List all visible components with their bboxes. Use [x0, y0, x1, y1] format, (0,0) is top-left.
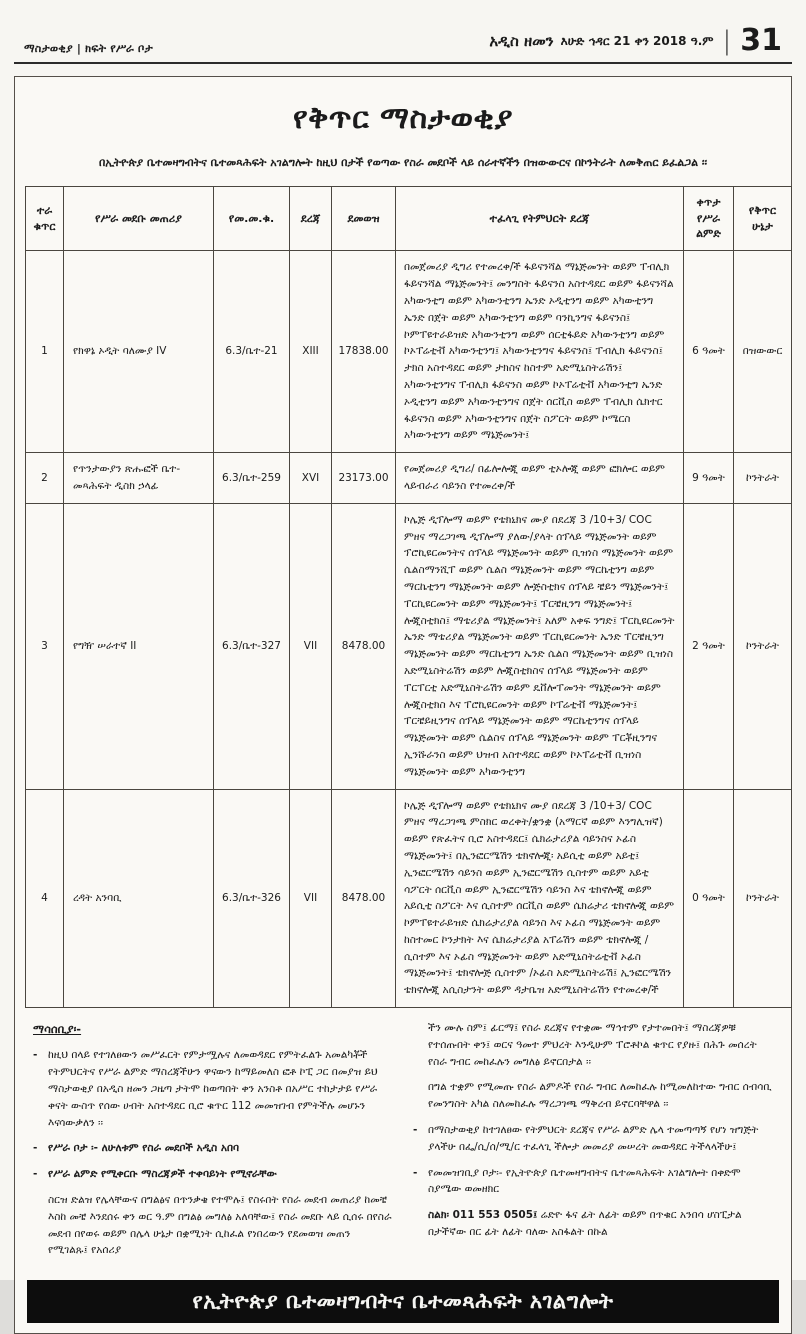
note-item: [413, 1122, 773, 1156]
code-cell: 6.3/ቤተ-259: [214, 453, 290, 504]
table-header-row: [26, 186, 792, 251]
dash-marker: -: [33, 1168, 38, 1181]
note-item: [33, 1192, 393, 1259]
note-text: የመመዝገቢያ ቦታ፡- የኢትዮጵያ ቤተመዛግብትና ቤተመጻሕፍት አገልግሎት በቀድሞ ስያሜው ወመዘክር: [428, 1166, 741, 1196]
serial-cell: 1: [26, 251, 64, 453]
grade-cell: XIII: [290, 251, 332, 453]
vacancy-table: [25, 186, 792, 1008]
salary-cell: 17838.00: [332, 251, 396, 453]
masthead-separator: |: [722, 26, 732, 56]
dash-marker: -: [413, 1124, 418, 1137]
requirements-cell: በመጀመሪያ ዲግሪ የተመረቀ/ች ፋይናንሻል ማኔጅመንት ወይም ፐብሊክ ፋይናንሻል ማኔጅመንት፤ መንግስት ፋይናንስ አስተዳደር ወይም ፋይናንሻል አካውንቲግ ወይም አካውንቲንግ ኤንድ ኦዲቲንግ ወይም አካውቲንግ ኤንድ በጀት ወይም አካውንቲንግ ወይም ባንኪንግና ፋይናንስ፤ ኮምፐዩተራይዝድ አካውንቲንግ ወይም ሰርቲፋይድ አካውንቲንግ ወይም ኮኦፐሬቲቭ አካውንቲንግ፤ አካውንቲንግና ፋይናንስ፤ ፐብሊክ ፋይናንስ፤ ታክስ አስተዳደር ወይም ታክስና ከስተም አድሚኒስትሬሽን፤ አካውንቲንግና ፐብሊክ ፋይናንስ ወይም ኮኦፐሬቲቭ አካውንቲግ ኤንድ ኦዲቲንግ ወይም አካውንቲንግና በጀት ሰርቪስ ወይም ፐብሊክ ሴክተር ፋይናንስ ወይም አካውንቲንግና በጀት ስፖርት ወይም ኮሜርስ አካውንቲንግ ወይም ማኔጅመንት፤: [396, 251, 684, 453]
salary-cell: 8478.00: [332, 503, 396, 789]
note-item: [33, 1047, 393, 1131]
note-text: በማስታወቂያ ከተገለፀው የትምህርት ደረጃና የሥራ ልምድ ሌላ ተመጣጣኝ የሆነ ዝግጅት ያላችሁ በፌ/ሲ/ሰ/ሚ/ር ተፈላጊ ችሎታ መመሪያ መሠረት መወዳደር ትችላላችሁ፤: [428, 1124, 759, 1153]
notice-title: የቅጥር ማስታወቂያ: [293, 101, 513, 136]
note-item: [33, 1140, 393, 1157]
page-number: 31: [740, 23, 782, 58]
employment-cell: ኮንትራት: [734, 453, 792, 504]
column-header-education: ተፈላጊ የትምህርት ደረጃ: [396, 186, 684, 251]
column-header-employment: የቅጥር ሁኔታ: [734, 186, 792, 251]
job-title-cell: የግዥ ሠራተኛ II: [64, 503, 214, 789]
note-text: የሥራ ቦታ ፡- ለሁለቱም የስራ መደቦች አዲስ አበባ: [48, 1142, 240, 1155]
table-row: [26, 789, 792, 1008]
note-text: ከዚህ በላይ የተገለፀውን መሥፈርት የምታሟሉና ለመወዳደር የምትፈልጉ አመልካቾች የትምህርትና የሥራ ልምድ ማስረጃችሁን ዋናውን ከማይመለስ ፎቶ ኮፒ ጋር በመያዝ ይህ ማስታወቂያ በአዲስ ዘመን ጋዜጣ ታትሞ ከወጣበት ቀን አንስቶ በአሥር ተከታታይ የሥራ ቀናት ውስጥ የሰው ሀብት አስተዳደር ቢሮ ቁጥር 112 መመዝገብ የምትችሉ መሆኑን እናሳውቃለን ፡፡: [48, 1049, 378, 1129]
notes-section: [33, 1020, 773, 1268]
salary-cell: 23173.00: [332, 453, 396, 504]
note-item: [413, 1079, 773, 1113]
employment-cell: ኮንትራት: [734, 503, 792, 789]
phone-directions: ሬድዮ ፋና ፊት ለፊት ወይም በጥቁር አንበሳ ሆስፒታል በታችኛው በር ፊት ለፊት ባለው አስፋልት በኩል: [428, 1209, 742, 1239]
code-cell: 6.3/ቤተ-21: [214, 251, 290, 453]
note-item: [33, 1166, 393, 1183]
employment-cell: በዝውውር: [734, 251, 792, 453]
note-text: የሥራ ልምድ የሚቀርቡ ማስረጃዎች ተቀባይነት የሚኖራቸው: [48, 1168, 277, 1181]
note-item: [413, 1165, 773, 1199]
notes-heading: ማሳሰቢያ፡-: [33, 1022, 82, 1037]
experience-cell: 0 ዓመት: [684, 789, 734, 1008]
table-row: [26, 453, 792, 504]
phone-number: ስልክ፡ 011 553 0505፤: [428, 1209, 538, 1222]
masthead: [14, 22, 792, 64]
issue-date: እሁድ ኅዳር 21 ቀን 2018 ዓ.ም: [560, 33, 714, 48]
serial-cell: 4: [26, 789, 64, 1008]
column-header-grade: ደረጃ: [290, 186, 332, 251]
table-row: [26, 251, 792, 453]
salary-cell: 8478.00: [332, 789, 396, 1008]
notes-right-column: [413, 1020, 773, 1268]
requirements-cell: የመጀመሪያ ዲግሪ/ በፊሎሎጂ ወይም ቲኦሎጂ ወይም ፎክሎር ወይም ላይብራሪ ሳይንስ የተመረቀ/ች: [396, 453, 684, 504]
intro-text: በኢትዮጵያ ቤተመዛግብትና ቤተመጻሕፍት አገልግሎት ከዚህ በታች የወጣው የስራ መደቦች ላይ ሰራተኛችን በዝውውርና በኮንትራት ለመቅጠር ይፈልጋል ፡፡: [98, 156, 708, 169]
note-item: [413, 1020, 773, 1070]
job-title-cell: ረዳት አንባቢ: [64, 789, 214, 1008]
employment-cell: ኮንትራት: [734, 789, 792, 1008]
notes-left-column: [33, 1020, 393, 1268]
experience-cell: 2 ዓመት: [684, 503, 734, 789]
code-cell: 6.3/ቤተ-327: [214, 503, 290, 789]
column-header-serial: ተራ ቁጥር: [26, 186, 64, 251]
masthead-right: [489, 23, 782, 58]
experience-cell: 9 ዓመት: [684, 453, 734, 504]
job-title-cell: የክዋኔ ኦዲት ባለሙያ IV: [64, 251, 214, 453]
phone-line: [413, 1207, 773, 1241]
column-header-experience: ቀጥታ የሥራ ልምድ: [684, 186, 734, 251]
requirements-cell: ኮሌጅ ዲፕሎማ ወይም የቴክኒክና ሙያ በደረጃ 3 /10+3/ COC ምዘና ማረጋገጫ ምስክር ወረቀት/ቋንቋ (አማርኛ ወይም እንግሊዝኛ) ወይም የጽፈትና ቢሮ አስተዳደር፤ ሴክሬታሪያል ሳይንስና ኦፊስ ማኔጅመንት፤ በኢንፎርሜሽን ቴክኖሎጂ፡ አይሲቲ ወይም አይቲ፤ ኢንፎርሜሽን ሳይንስ ወይም ኢንፎርሜሽን ሲስተም ወይም አይቲ ሳፖርት ሰርቪስ ወይም ኢንፎርሜሽን ሳይንስ እና ቴክኖሎጂ ወይም አይሲቲ ስፖርት እና ሲስተም ሰርቪስ ወይም ሴክሬታሪ ቴክኖሎጂ ወይም ኮምፐዩተራይዝድ ሴክሬታሪያል ሳይንስ እና ኦፊስ ማኔጅመንት ወይም ከስተመር ኮንታክት እና ሴክሬታሪያል አፐሬሽን ወይም ቴክኖሎጂ /ሲስተም እና ኦፊስ ማኔጅመንት ወይም አድሚኒስትሬቲቭ ኦፊስ ማኔጅመንት፤ ቴክኖሎጅ ሲስተም /ኦፊስ አድሚኒስትሬሽ፤ ኢንፎርሜሽን ቴክኖሎጂ አሲስታንት ወይም ዳታቤዝ አድሚኒስትሬሽን የተመረቀ/ች: [396, 789, 684, 1008]
experience-cell: 6 ዓመት: [684, 251, 734, 453]
column-header-code: የመ.መ.ቁ.: [214, 186, 290, 251]
column-header-salary: ደመወዝ: [332, 186, 396, 251]
table-row: [26, 503, 792, 789]
grade-cell: VII: [290, 503, 332, 789]
footer-banner: የኢትዮጵያ ቤተመዛግብትና ቤተመጻሕፍት አገልግሎት: [27, 1280, 779, 1323]
serial-cell: 3: [26, 503, 64, 789]
code-cell: 6.3/ቤተ-326: [214, 789, 290, 1008]
job-title-cell: የጥንታውያን ጽሑፎች ቤተ-መጻሕፍት ዲስክ ኃላፊ: [64, 453, 214, 504]
paper-name: አዲስ ዘመን: [489, 32, 554, 50]
dash-marker: -: [413, 1166, 418, 1179]
dash-marker: -: [33, 1142, 38, 1155]
column-header-job-title: የሥራ መደቡ መጠሪያ: [64, 186, 214, 251]
grade-cell: VII: [290, 789, 332, 1008]
requirements-cell: ኮሌጅ ዲፕሎማ ወይም የቴክኒክና ሙያ በደረጃ 3 /10+3/ COC ምዘና ማረጋገጫ ዲፕሎማ ያለው/ያላት ሰፕላይ ማኔጅመንት ወይም ፕሮኪዩርመንትና ሰፕላይ ማኔጅመንት ወይም ቢዝነስ ማኔጅመንት ወይም ሴልስማንሺፐ ወይም ሴልስ ማኔጅመንት ወይም ማርኬቲንግ ወይም ማርኬቲንግ ማኔጅመንት ወይም ሎጅስቲክና ሰፕላይ ቼይን ማኔጅመንት፤ ፐርኪዩርመንት ወይም ማኔጅመንት፤ ፐርቼዚንግ ማኔጅመንት፤ ሎጂስቲክስ፤ ማቴሪያል ማኔጅመንት፤ አለም አቀፍ ንግድ፤ ፐርኪዩርመንት ኤንድ ማቴሪያል ማኔጅመንት ወይም ፐርኪዩርመንት ኤንድ ፐርቼዚንግ ማኔጅመንት ወይም ማርኬቲንግ ኤንድ ሴልስ ማኔጅመንት ወይም ቢዝነስ አድሚኒስትሬሽን ወይም ሎጂስቲክስና ሰፕላይ ማኔጅመንት ወይም ፐርፐርቲ አድሚኒስትሬሽን ወይም ዴቨሎፐመንት ማኔጅመንት ወይም ሎጂስቲክስ እና ፐሮኪዩርመንት ወይም ኮፐሬቲቭ ማኔጅመንት፤ ፐርቼይዚንግና ሰፕላይ ማኔጅመንት ወይም ማርኬቲንግና ሰፕላይ ማኔጅመንት ወይም ሴልስና ሰፕላይ ማኔጅመንት ወይም ፐርቾዚንግና ኢንሹራንስ ወይም ህዝብ አስተዳደር ወይም ኮኦፐሬቲቭ ቢዝነስ ማኔጅመንት ወይም አካውንቲንግ: [396, 503, 684, 789]
notice-box: [14, 76, 792, 1334]
note-text: ስርዝ ድልዝ የሌላቸውና በግልፅና በጥንቃቄ የተሞሉ፤ የስሩበት የስራ መደብ መጠሪያ ከመቼ እስከ መቼ እንደሰሩ ቀን ወር ዓ.ም በግልፅ መግለፅ አለባቸው፤ የስራ መደቡ ላይ ሲሰሩ በየስራ መደብ በየወሩ ወይም በሌላ ሁኔታ በቋሚነት ሲከፈል የነበረውን የደመወዝ መጠን የሚገልጹ፤ የአሰሪያ: [48, 1194, 392, 1257]
note-text: ችን ሙሉ ስም፤ ፊርማ፤ የስራ ደረጃና የተቋሙ ማኅተም የታተመበት፤ ማስረጃዎቹ የተሰጡበት ቀን፤ ወርና ዓመተ ምህረት እንዲሁም ፐሮቶኮል ቁጥር የያዙ፤ በሕጉ መሰረት የስራ ግብር መከፈሉን መግለፅ ይኖርበታል ፡፡: [428, 1022, 757, 1068]
serial-cell: 2: [26, 453, 64, 504]
dash-marker: -: [33, 1049, 38, 1062]
note-text: በግል ተቋም የሚመጡ የስራ ልምዶች የስራ ግብር ለመከፈሉ ከሚመለከተው ግብር ሰብሳቢ የመንግስት አካል ስለመከፈሉ ማረጋገጫ ማቅረብ ይኖርባቸዋል ፡፡: [428, 1081, 772, 1111]
section-label: ማስታወቂያ | ክፍት የሥራ ቦታ: [24, 42, 153, 55]
grade-cell: XVI: [290, 453, 332, 504]
